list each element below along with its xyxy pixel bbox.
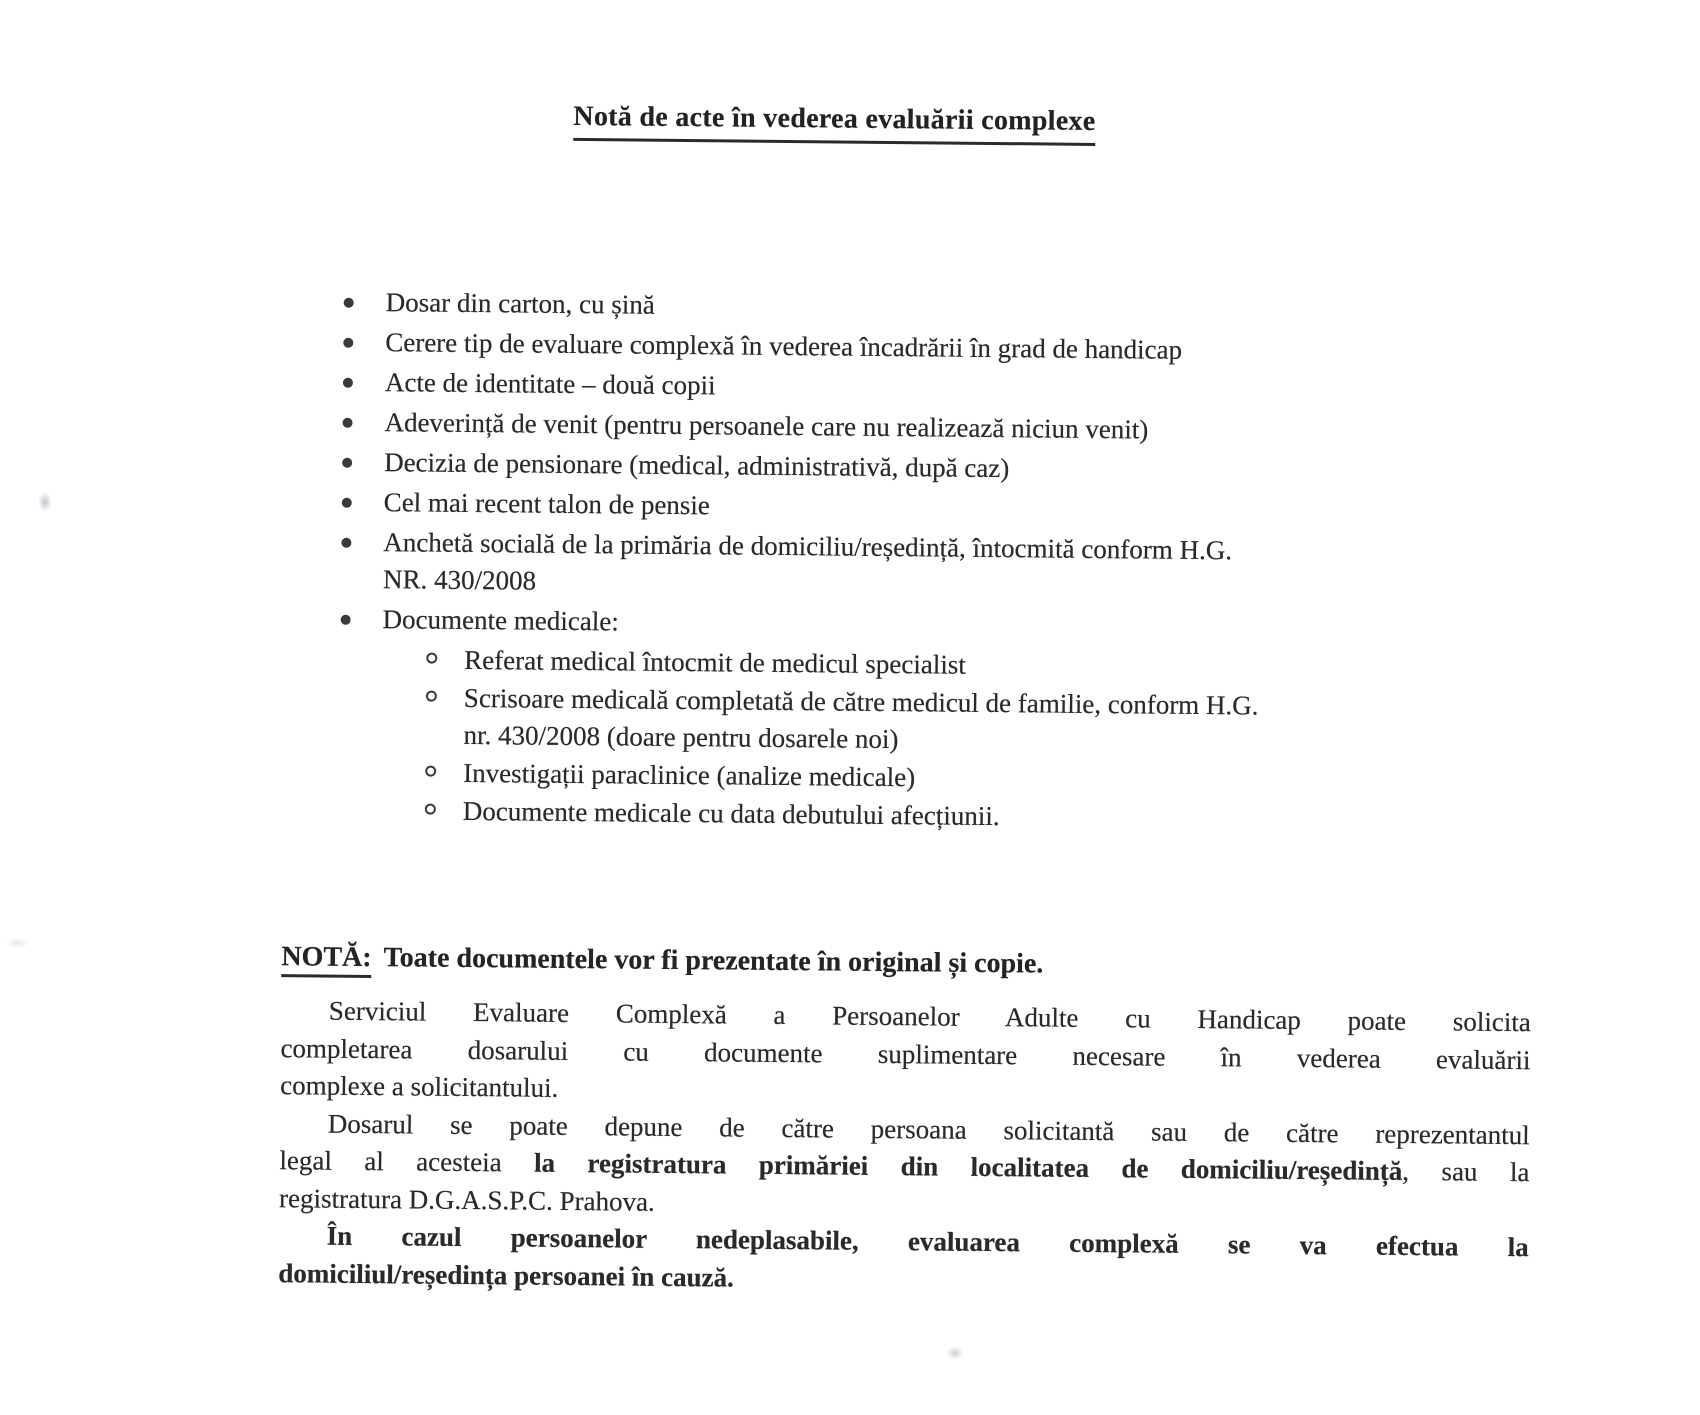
list-item-text: NR. 430/2008 [382,564,537,596]
bullet-dot-icon [343,338,353,348]
paragraph-line: Dosarul se poate depune de către persoana solicitantă sau de către reprezentantul [327,1108,1530,1150]
paragraph-line: registratura D.G.A.S.P.C. Prahova. [278,1182,655,1217]
bullet-dot-icon [342,458,352,468]
body-paragraphs [278,992,1531,1304]
list-item-text: Acte de identitate – două copii [384,367,716,401]
list-item [386,284,1466,331]
bullet-dot-icon [343,378,353,388]
list-item [381,601,1463,839]
page-title [0,95,1685,151]
list-item-text: Anchetă socială de la primăria de domiciliu/reședință, întocmită conform H.G. [383,527,1233,566]
bullet-circle-icon [425,804,436,815]
sublist-item-text: Documente medicale cu data debutului afecțiunii. [462,795,1000,832]
sublist-item-text: Investigații paraclinice (analize medicale) [463,757,916,793]
paragraph-line: domiciliul/reședința persoanei în cauză. [278,1257,735,1293]
bullet-circle-icon [426,653,437,664]
list-item [383,524,1464,608]
paragraph-text-bold: la registratura primăriei din localitatea de domiciliu/reședință [533,1147,1403,1186]
list-item [384,404,1464,451]
bullet-dot-icon [341,615,351,625]
list-item-text: Adeverință de venit (pentru persoanele care nu realizează niciun venit) [384,407,1149,445]
paragraph-line: complexe a solicitantului. [280,1070,559,1103]
list-item [384,444,1464,491]
list-item-text: Decizia de pensionare (medical, administrativă, după caz) [384,447,1010,484]
paragraph-line: Serviciul Evaluare Complexă a Persoanelor Adulte cu Handicap poate solicita [328,995,1531,1038]
paragraph-text: , sau la [1402,1155,1530,1188]
list-item [385,364,1465,411]
sublist-item-text: Scrisoare medicală completată de către medicul de familie, conform H.G. [463,682,1259,721]
paragraph-text: legal al acesteia [279,1145,535,1178]
bullet-circle-icon [425,766,436,777]
sublist-item [463,680,1462,764]
sublist-item-text: Referat medical întocmit de medicul specialist [464,644,966,680]
sublist-item-text: nr. 430/2008 (doare pentru dosarele noi) [463,719,899,755]
bullet-circle-icon [426,691,437,702]
note-label: NOTĂ: [281,941,372,978]
bullet-dot-icon [341,538,351,548]
note-heading [281,938,1531,988]
list-item-text: Cerere tip de evaluare complexă în vederea încadrării în grad de handicap [385,327,1183,365]
bullet-dot-icon [344,298,354,308]
list-item-text: Cel mai recent talon de pensie [383,487,711,521]
list-item-text: Documente medicale: [382,604,619,637]
note-text: Toate documentele vor fi prezentate în original și copie. [383,942,1044,980]
list-item [385,324,1465,371]
bullet-dot-icon [342,498,352,508]
page-title-text: Notă de acte în vederea evaluării complexe [573,101,1096,146]
required-documents-list [381,284,1466,842]
list-item-text: Dosar din carton, cu șină [385,287,655,320]
paragraph-line: completarea dosarului cu documente suplimentare necesare în vederea evaluării [280,1032,1531,1075]
list-item [384,484,1464,531]
medical-documents-sublist [463,642,1463,840]
bullet-dot-icon [342,418,352,428]
paragraph-line: În cazul persoanelor nedeplasabile, evaluarea complexă se va efectua la [326,1220,1529,1263]
